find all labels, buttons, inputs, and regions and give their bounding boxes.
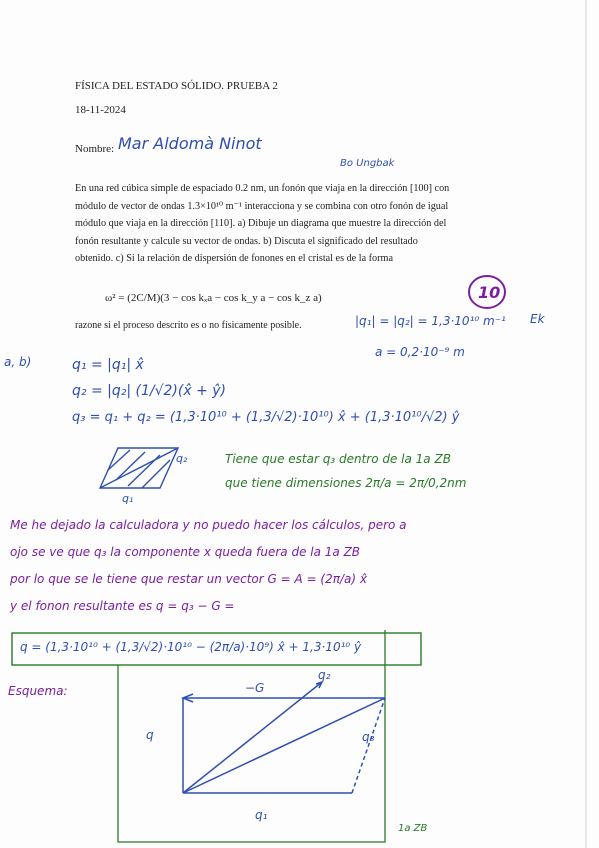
discussion-line-2: ojo se ve que q₃ la componente x queda fuera de la 1a ZB	[10, 545, 361, 559]
problem-line-5: obtenido. c) Si la relación de dispersión de fonones en el cristal es de la forma	[75, 253, 393, 264]
equation-q3: q₃ = q₁ + q₂ = (1,3·10¹⁰ + (1,3/√2)·10¹⁰) x̂ + (1,3·10¹⁰/√2) ŷ	[72, 410, 460, 425]
vector-sketch	[100, 448, 178, 488]
diagram-label-q2: q₂	[318, 668, 331, 682]
name-label: Nombre:	[75, 143, 115, 155]
zone-label: 1a ZB	[398, 823, 428, 834]
discussion-line-1: Me he dejado la calculadora y no puedo hacer los cálculos, pero a	[10, 518, 407, 532]
student-name: Mar Aldomà Ninot	[118, 134, 262, 153]
problem-closing: razone si el proceso descrito es o no físicamente posible.	[75, 320, 302, 331]
equation-q1: q₁ = |q₁| x̂	[72, 357, 144, 373]
part-label: a, b)	[4, 355, 32, 369]
zone-boundary	[118, 630, 385, 842]
problem-line-1: En una red cúbica simple de espaciado 0.2 nm, un fonón que viaja en la dirección [100] con	[75, 183, 450, 194]
equation-q2: q₂ = |q₂| (1/√2)(x̂ + ŷ)	[72, 383, 227, 399]
margin-note: Bo Ungbak	[340, 158, 395, 169]
grade-value: 10	[478, 283, 501, 302]
zb-note-line-1: Tiene que estar q₃ dentro de la 1a ZB	[225, 452, 451, 466]
dispersion-formula: ω² = (2C/M)(3 − cos kₓa − cos k_y a − cos k_z a)	[105, 292, 322, 304]
boxed-result: q = (1,3·10¹⁰ + (1,3/√2)·10¹⁰ − (2π/a)·10⁹) x̂ + 1,3·10¹⁰ ŷ	[20, 640, 362, 654]
given-spacing: a = 0,2·10⁻⁹ m	[375, 345, 465, 359]
diagram-label-q3: q₃	[362, 730, 375, 744]
given-tail: Ek	[530, 312, 545, 326]
sketch-label-q1: q₁	[122, 492, 134, 505]
zb-note-line-2: que tiene dimensiones 2π/a = 2π/0,2nm	[225, 476, 467, 490]
esquema-label: Esquema:	[8, 684, 68, 698]
given-magnitudes: |q₁| = |q₂| = 1,3·10¹⁰ m⁻¹	[355, 314, 506, 328]
problem-line-3: módulo que viaja en la dirección [110]. a) Dibuje un diagrama que muestre la dirección del	[75, 218, 447, 229]
sketch-label-q2: q₂	[176, 452, 188, 465]
problem-line-2: módulo de vector de ondas 1.3×10¹⁰ m⁻¹ interacciona y se combina con otro fonón de igual	[75, 200, 449, 212]
diagram-label-G: −G	[245, 681, 265, 695]
vector-diagram	[183, 682, 385, 793]
result-box	[12, 633, 421, 665]
diagram-label-q1: q₁	[255, 808, 268, 822]
exam-title: FÍSICA DEL ESTADO SÓLIDO. PRUEBA 2	[75, 80, 278, 92]
discussion-line-4: y el fonon resultante es q = q₃ − G =	[10, 599, 235, 613]
grade-circle	[469, 276, 505, 308]
problem-line-4: fonón resultante y calcule su vector de ondas. b) Discuta el significado del resultado	[75, 235, 418, 247]
discussion-line-3: por lo que se le tiene que restar un vector G = A = (2π/a) x̂	[10, 572, 367, 586]
exam-date: 18-11-2024	[75, 104, 126, 116]
diagram-label-q: q	[146, 728, 154, 742]
